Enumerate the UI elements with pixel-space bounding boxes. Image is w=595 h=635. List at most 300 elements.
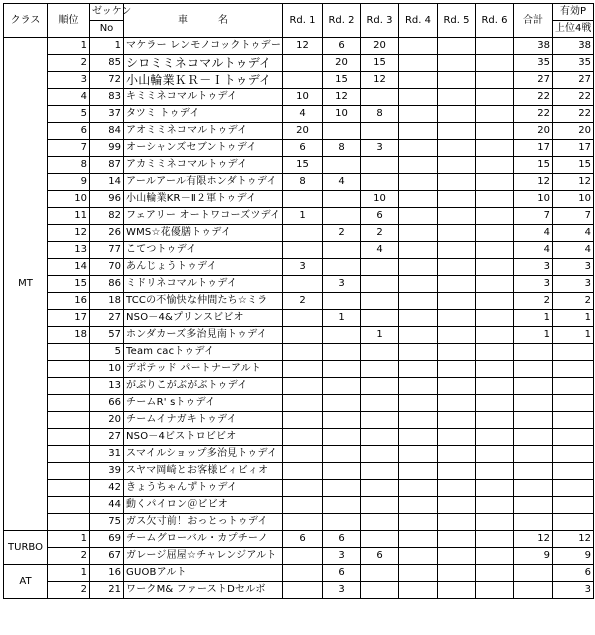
valid-points-cell: 10	[553, 191, 594, 208]
rd5-cell	[438, 310, 476, 327]
rd6-cell	[476, 72, 514, 89]
rd3-cell	[361, 293, 399, 310]
rd2-cell	[323, 514, 361, 531]
rd1-cell: 3	[283, 259, 323, 276]
table-row	[4, 344, 594, 361]
rd5-cell	[438, 208, 476, 225]
rank-cell: 10	[48, 191, 90, 208]
table-row	[4, 123, 594, 140]
rank-cell: 1	[48, 531, 90, 548]
rd3-cell	[361, 310, 399, 327]
car-name-cell: がぶりこがぶがぶトゥデイ	[124, 378, 283, 395]
total-cell	[514, 429, 553, 446]
rank-cell: 2	[48, 55, 90, 72]
table-row	[4, 89, 594, 106]
rd1-cell	[283, 55, 323, 72]
rd1-cell: 12	[283, 38, 323, 55]
number-cell: 20	[90, 412, 124, 429]
total-cell	[514, 463, 553, 480]
rd1-cell: 6	[283, 140, 323, 157]
rd3-cell	[361, 514, 399, 531]
rank-cell: 11	[48, 208, 90, 225]
total-cell	[514, 514, 553, 531]
rd3-cell	[361, 582, 399, 599]
total-cell: 20	[514, 123, 553, 140]
rd5-cell	[438, 140, 476, 157]
number-cell: 13	[90, 378, 124, 395]
car-name-cell: アカミミネコマルトゥデイ	[124, 157, 283, 174]
valid-points-cell	[553, 480, 594, 497]
number-cell: 99	[90, 140, 124, 157]
header-zekken: ゼッケン	[90, 4, 124, 21]
car-name-cell: ホンダカーズ多治見南トゥデイ	[124, 327, 283, 344]
rd1-cell: 10	[283, 89, 323, 106]
rd6-cell	[476, 89, 514, 106]
table-row	[4, 531, 594, 548]
car-name-cell: スマイルショップ多治見トゥデイ	[124, 446, 283, 463]
number-cell: 37	[90, 106, 124, 123]
rd2-cell: 1	[323, 310, 361, 327]
table-row	[4, 565, 594, 582]
rd1-cell: 8	[283, 174, 323, 191]
rank-cell: 1	[48, 565, 90, 582]
valid-points-cell	[553, 463, 594, 480]
rd4-cell	[399, 157, 438, 174]
car-name-cell: シロミミネコマルトゥデイ	[124, 55, 283, 72]
total-cell	[514, 412, 553, 429]
header-rd5: Rd. 5	[438, 4, 476, 38]
car-name-cell: TCCの不愉快な仲間たち☆ミラ	[124, 293, 283, 310]
header-rd3: Rd. 3	[361, 4, 399, 38]
total-cell	[514, 344, 553, 361]
number-cell: 75	[90, 514, 124, 531]
valid-points-cell: 22	[553, 89, 594, 106]
rd3-cell: 8	[361, 106, 399, 123]
rank-cell	[48, 514, 90, 531]
car-name-cell: 小山輪業ＫＲ－Ｉトゥデイ	[124, 72, 283, 89]
total-cell: 22	[514, 106, 553, 123]
total-cell: 3	[514, 276, 553, 293]
number-cell: 18	[90, 293, 124, 310]
rank-cell: 6	[48, 123, 90, 140]
rd4-cell	[399, 463, 438, 480]
valid-points-cell	[553, 361, 594, 378]
total-cell: 38	[514, 38, 553, 55]
table-row	[4, 582, 594, 599]
rd1-cell	[283, 582, 323, 599]
table-row	[4, 174, 594, 191]
rd6-cell	[476, 565, 514, 582]
table-row	[4, 276, 594, 293]
total-cell: 2	[514, 293, 553, 310]
valid-points-cell: 1	[553, 327, 594, 344]
valid-points-cell: 35	[553, 55, 594, 72]
rd2-cell	[323, 463, 361, 480]
rd5-cell	[438, 191, 476, 208]
number-cell: 82	[90, 208, 124, 225]
rank-cell	[48, 463, 90, 480]
rd4-cell	[399, 208, 438, 225]
total-cell	[514, 395, 553, 412]
rd3-cell	[361, 89, 399, 106]
total-cell: 27	[514, 72, 553, 89]
rd3-cell: 2	[361, 225, 399, 242]
rd5-cell	[438, 55, 476, 72]
rd6-cell	[476, 191, 514, 208]
valid-points-cell	[553, 446, 594, 463]
rank-cell: 17	[48, 310, 90, 327]
rd6-cell	[476, 225, 514, 242]
rd5-cell	[438, 463, 476, 480]
rd5-cell	[438, 412, 476, 429]
table-row	[4, 429, 594, 446]
table-row	[4, 293, 594, 310]
rd2-cell	[323, 361, 361, 378]
valid-points-cell	[553, 412, 594, 429]
rd3-cell	[361, 446, 399, 463]
valid-points-cell	[553, 395, 594, 412]
rd2-cell	[323, 497, 361, 514]
total-cell: 9	[514, 548, 553, 565]
rd2-cell	[323, 191, 361, 208]
total-cell: 35	[514, 55, 553, 72]
total-cell	[514, 361, 553, 378]
table-row	[4, 157, 594, 174]
rd6-cell	[476, 582, 514, 599]
total-cell: 15	[514, 157, 553, 174]
rd3-cell: 1	[361, 327, 399, 344]
rd1-cell	[283, 225, 323, 242]
rd6-cell	[476, 395, 514, 412]
rd6-cell	[476, 276, 514, 293]
rd5-cell	[438, 123, 476, 140]
number-cell: 16	[90, 565, 124, 582]
table-row	[4, 191, 594, 208]
valid-points-cell	[553, 497, 594, 514]
total-cell: 22	[514, 89, 553, 106]
rd6-cell	[476, 429, 514, 446]
rd2-cell	[323, 344, 361, 361]
rd4-cell	[399, 191, 438, 208]
number-cell: 57	[90, 327, 124, 344]
valid-points-cell	[553, 344, 594, 361]
rd3-cell: 10	[361, 191, 399, 208]
valid-points-cell: 4	[553, 225, 594, 242]
rd2-cell	[323, 242, 361, 259]
table-row	[4, 446, 594, 463]
rd6-cell	[476, 293, 514, 310]
car-name-cell: アールアール有限ホンダトゥデイ	[124, 174, 283, 191]
rd2-cell	[323, 293, 361, 310]
header-class: クラス	[4, 4, 48, 38]
rd4-cell	[399, 514, 438, 531]
rd6-cell	[476, 378, 514, 395]
rd4-cell	[399, 480, 438, 497]
number-cell: 69	[90, 531, 124, 548]
rd5-cell	[438, 344, 476, 361]
rd5-cell	[438, 361, 476, 378]
rd5-cell	[438, 446, 476, 463]
rank-cell: 1	[48, 38, 90, 55]
rd2-cell: 8	[323, 140, 361, 157]
rd6-cell	[476, 140, 514, 157]
total-cell	[514, 480, 553, 497]
rd2-cell: 2	[323, 225, 361, 242]
rd6-cell	[476, 242, 514, 259]
total-cell: 17	[514, 140, 553, 157]
table-row	[4, 72, 594, 89]
rd2-cell	[323, 157, 361, 174]
rd1-cell	[283, 565, 323, 582]
rank-cell: 5	[48, 106, 90, 123]
table-row	[4, 361, 594, 378]
rd5-cell	[438, 38, 476, 55]
rd3-cell	[361, 157, 399, 174]
rank-cell: 2	[48, 548, 90, 565]
car-name-cell: GUOBアルト	[124, 565, 283, 582]
number-cell: 39	[90, 463, 124, 480]
rd4-cell	[399, 293, 438, 310]
standings-table	[3, 3, 594, 599]
rd4-cell	[399, 497, 438, 514]
rd2-cell	[323, 259, 361, 276]
table-row	[4, 140, 594, 157]
number-cell: 1	[90, 38, 124, 55]
number-cell: 21	[90, 582, 124, 599]
valid-points-cell: 3	[553, 276, 594, 293]
valid-points-cell: 9	[553, 548, 594, 565]
rd6-cell	[476, 38, 514, 55]
table-row	[4, 514, 594, 531]
table-row	[4, 463, 594, 480]
total-cell: 12	[514, 174, 553, 191]
rd5-cell	[438, 565, 476, 582]
total-cell: 10	[514, 191, 553, 208]
rd1-cell	[283, 514, 323, 531]
number-cell: 31	[90, 446, 124, 463]
rd6-cell	[476, 174, 514, 191]
rd5-cell	[438, 242, 476, 259]
header-valid-top: 有効P	[553, 4, 594, 21]
rd1-cell	[283, 344, 323, 361]
rd2-cell	[323, 395, 361, 412]
valid-points-cell: 4	[553, 242, 594, 259]
valid-points-cell: 6	[553, 565, 594, 582]
valid-points-cell: 38	[553, 38, 594, 55]
rd2-cell: 15	[323, 72, 361, 89]
rd1-cell: 1	[283, 208, 323, 225]
rd3-cell: 3	[361, 140, 399, 157]
rd5-cell	[438, 378, 476, 395]
header-total: 合計	[514, 4, 553, 38]
car-name-cell: デポテッド パートナーアルト	[124, 361, 283, 378]
valid-points-cell: 22	[553, 106, 594, 123]
car-name-cell: マケラー レンモノコックトゥデー	[124, 38, 283, 55]
car-name-cell: フェアリー オートワコーズツデイ	[124, 208, 283, 225]
table-row	[4, 259, 594, 276]
rd1-cell	[283, 446, 323, 463]
rd3-cell: 20	[361, 38, 399, 55]
valid-points-cell: 7	[553, 208, 594, 225]
rd6-cell	[476, 106, 514, 123]
rd1-cell	[283, 497, 323, 514]
rd2-cell	[323, 378, 361, 395]
class-cell: MT	[4, 38, 48, 531]
rank-cell: 7	[48, 140, 90, 157]
rd3-cell	[361, 429, 399, 446]
rd1-cell	[283, 242, 323, 259]
rank-cell: 13	[48, 242, 90, 259]
rank-cell	[48, 429, 90, 446]
table-body	[4, 38, 594, 599]
car-name-cell: チームR' sトゥデイ	[124, 395, 283, 412]
total-cell	[514, 497, 553, 514]
rd5-cell	[438, 531, 476, 548]
rd2-cell	[323, 480, 361, 497]
rd2-cell	[323, 429, 361, 446]
rd3-cell	[361, 565, 399, 582]
rd6-cell	[476, 497, 514, 514]
rank-cell: 15	[48, 276, 90, 293]
number-cell: 27	[90, 429, 124, 446]
number-cell: 86	[90, 276, 124, 293]
header-rd1: Rd. 1	[283, 4, 323, 38]
header-rd2: Rd. 2	[323, 4, 361, 38]
table-row	[4, 55, 594, 72]
number-cell: 77	[90, 242, 124, 259]
total-cell: 4	[514, 242, 553, 259]
rd6-cell	[476, 463, 514, 480]
rd1-cell	[283, 463, 323, 480]
rd1-cell	[283, 429, 323, 446]
rd3-cell	[361, 123, 399, 140]
number-cell: 42	[90, 480, 124, 497]
rank-cell: 2	[48, 582, 90, 599]
rd1-cell: 20	[283, 123, 323, 140]
rd6-cell	[476, 446, 514, 463]
car-name-cell: スヤマ岡崎とお客様ビィビィオ	[124, 463, 283, 480]
rd5-cell	[438, 497, 476, 514]
rd2-cell: 6	[323, 38, 361, 55]
rd4-cell	[399, 89, 438, 106]
number-cell: 66	[90, 395, 124, 412]
total-cell: 4	[514, 225, 553, 242]
header-rd6: Rd. 6	[476, 4, 514, 38]
car-name-cell: 動くパイロン＠ビビオ	[124, 497, 283, 514]
table-row	[4, 310, 594, 327]
total-cell: 1	[514, 310, 553, 327]
rd5-cell	[438, 514, 476, 531]
rd1-cell	[283, 480, 323, 497]
rank-cell: 9	[48, 174, 90, 191]
rd2-cell: 4	[323, 174, 361, 191]
valid-points-cell: 12	[553, 531, 594, 548]
rd1-cell	[283, 412, 323, 429]
total-cell: 3	[514, 259, 553, 276]
rd2-cell	[323, 123, 361, 140]
rd2-cell: 12	[323, 89, 361, 106]
total-cell	[514, 582, 553, 599]
rank-cell	[48, 344, 90, 361]
rd4-cell	[399, 548, 438, 565]
class-cell: AT	[4, 565, 48, 599]
rd4-cell	[399, 225, 438, 242]
rd5-cell	[438, 327, 476, 344]
rd1-cell	[283, 310, 323, 327]
valid-points-cell	[553, 378, 594, 395]
rd3-cell: 12	[361, 72, 399, 89]
rd5-cell	[438, 429, 476, 446]
car-name-cell: タツミ トゥデイ	[124, 106, 283, 123]
rank-cell	[48, 378, 90, 395]
rd6-cell	[476, 514, 514, 531]
rd2-cell: 3	[323, 548, 361, 565]
rd6-cell	[476, 531, 514, 548]
total-cell: 1	[514, 327, 553, 344]
rd4-cell	[399, 106, 438, 123]
car-name-cell: オーシャンズセブントゥデイ	[124, 140, 283, 157]
rd2-cell	[323, 327, 361, 344]
rd3-cell	[361, 276, 399, 293]
table-row	[4, 208, 594, 225]
number-cell: 87	[90, 157, 124, 174]
rd6-cell	[476, 327, 514, 344]
rd2-cell: 20	[323, 55, 361, 72]
rd5-cell	[438, 293, 476, 310]
rd4-cell	[399, 259, 438, 276]
rd4-cell	[399, 242, 438, 259]
table-row	[4, 242, 594, 259]
rd5-cell	[438, 157, 476, 174]
rd6-cell	[476, 548, 514, 565]
rd1-cell	[283, 361, 323, 378]
rd2-cell: 3	[323, 276, 361, 293]
rank-cell	[48, 497, 90, 514]
rd5-cell	[438, 225, 476, 242]
rd5-cell	[438, 582, 476, 599]
car-name-cell: チームグローバル・カプチーノ	[124, 531, 283, 548]
number-cell: 84	[90, 123, 124, 140]
car-name-cell: あんじょうトゥデイ	[124, 259, 283, 276]
class-cell: TURBO	[4, 531, 48, 565]
number-cell: 83	[90, 89, 124, 106]
rd1-cell	[283, 548, 323, 565]
car-name-cell: WMS☆花優膳トゥデイ	[124, 225, 283, 242]
rd5-cell	[438, 259, 476, 276]
rd5-cell	[438, 174, 476, 191]
car-name-cell: きょうちゃんずトゥデイ	[124, 480, 283, 497]
rd4-cell	[399, 531, 438, 548]
rd2-cell: 6	[323, 531, 361, 548]
rd4-cell	[399, 446, 438, 463]
number-cell: 72	[90, 72, 124, 89]
number-cell: 14	[90, 174, 124, 191]
header-car-name: 車 名	[124, 4, 283, 38]
rd6-cell	[476, 123, 514, 140]
valid-points-cell	[553, 514, 594, 531]
number-cell: 96	[90, 191, 124, 208]
car-name-cell: ガス欠寸前！おっとっトゥデイ	[124, 514, 283, 531]
rd4-cell	[399, 395, 438, 412]
rd1-cell	[283, 378, 323, 395]
rd4-cell	[399, 412, 438, 429]
rd2-cell: 6	[323, 565, 361, 582]
car-name-cell: ワークM& ファーストDセルボ	[124, 582, 283, 599]
rd6-cell	[476, 412, 514, 429]
rank-cell	[48, 480, 90, 497]
table-row	[4, 327, 594, 344]
rd1-cell: 4	[283, 106, 323, 123]
